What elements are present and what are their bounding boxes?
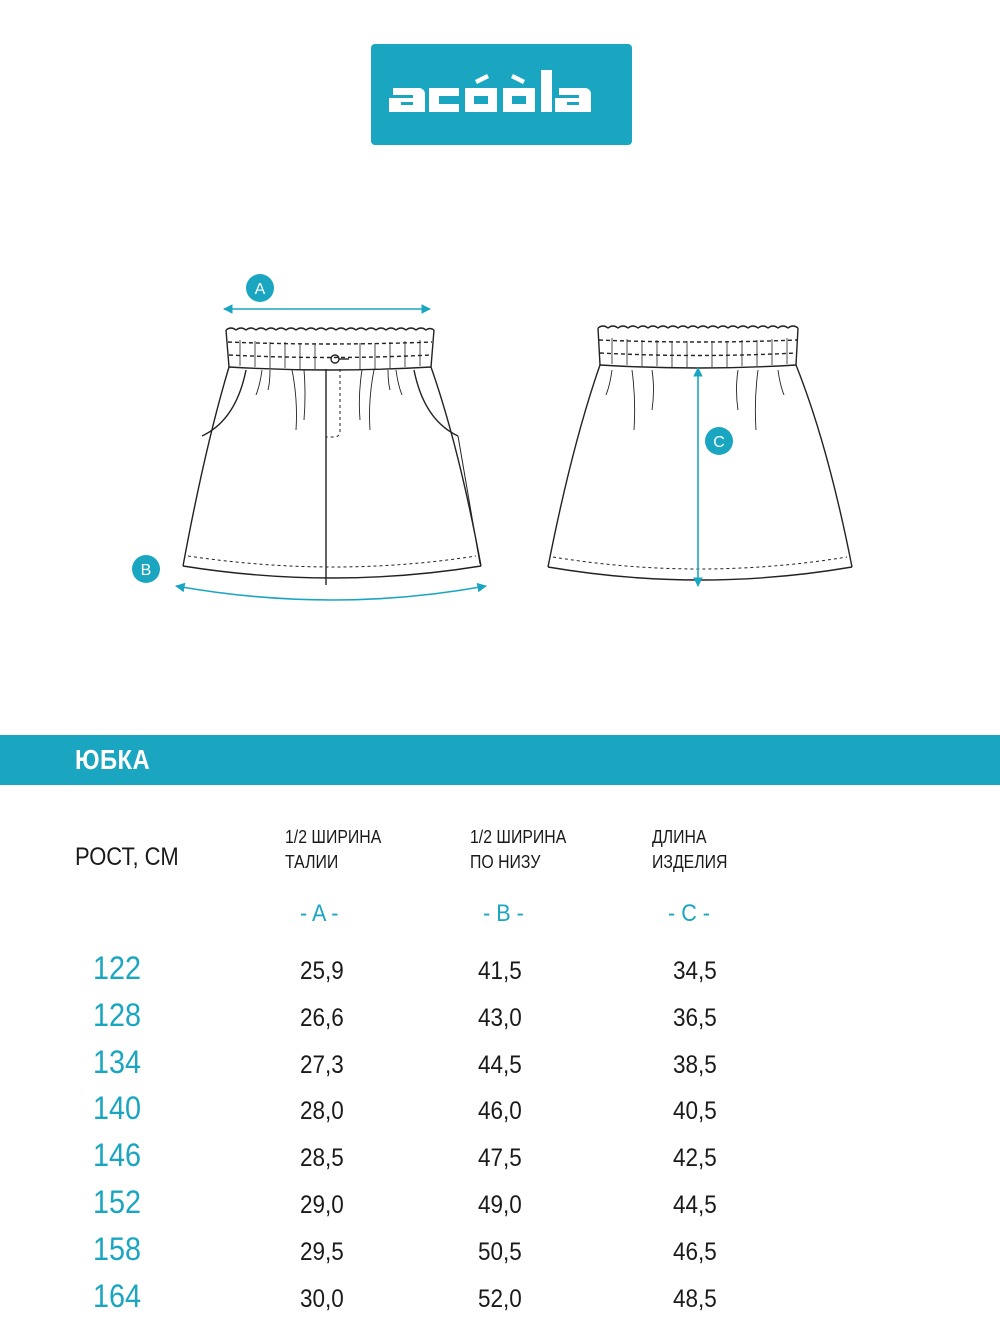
value-a-cell: 25,9 [300,957,344,985]
acoola-logo-icon [371,44,632,145]
value-a-cell: 30,0 [300,1284,344,1313]
value-b-cell: 46,0 [478,1097,522,1126]
marker-c: C [713,434,725,451]
value-c-cell: 42,5 [673,1144,717,1173]
height-cell: 128 [93,996,142,1033]
table-row [0,1044,1000,1091]
value-b-cell: 47,5 [478,1144,522,1173]
section-title: ЮБКА [75,744,151,775]
table-row [0,1184,1000,1231]
column-label-c: - C - [668,900,710,927]
skirt-front-view [183,328,481,585]
section-banner [0,735,1000,785]
value-a-cell: 29,0 [300,1190,344,1219]
value-b-cell: 50,5 [478,1237,522,1266]
height-cell: 140 [93,1090,142,1127]
size-table [0,950,1000,1324]
value-b-cell: 44,5 [478,1050,522,1079]
marker-a: A [254,281,266,298]
skirt-back-view [548,326,852,580]
value-a-cell: 27,3 [300,1050,344,1079]
column-label-b: - B - [483,900,524,927]
value-c-cell: 36,5 [673,1003,717,1032]
measure-c [698,368,733,586]
table-row [0,1278,1000,1325]
table-row [0,1090,1000,1137]
value-b-cell: 43,0 [478,1003,522,1032]
value-c-cell: 48,5 [673,1284,717,1313]
height-cell: 122 [93,950,142,986]
value-a-cell: 29,5 [300,1237,344,1266]
value-a-cell: 26,6 [300,1003,344,1032]
value-b-cell: 41,5 [478,957,522,985]
brand-logo [371,44,632,145]
measure-a [224,274,430,309]
value-c-cell: 44,5 [673,1190,717,1219]
marker-b: B [140,562,152,579]
height-cell: 152 [93,1183,142,1220]
length-header: ДЛИНА ИЗДЕЛИЯ [652,827,728,872]
table-row [0,950,1000,997]
height-cell: 158 [93,1230,142,1267]
height-column-header: РОСТ, СМ [75,843,179,871]
waist-width-header: 1/2 ШИРИНА ТАЛИИ [285,827,382,872]
height-cell: 134 [93,1043,142,1080]
value-c-cell: 38,5 [673,1050,717,1079]
table-row [0,1231,1000,1278]
value-b-cell: 52,0 [478,1284,522,1313]
value-c-cell: 40,5 [673,1097,717,1126]
value-a-cell: 28,5 [300,1144,344,1173]
value-c-cell: 34,5 [673,957,717,985]
table-row [0,1137,1000,1184]
value-a-cell: 28,0 [300,1097,344,1126]
height-cell: 146 [93,1137,142,1174]
skirt-diagram [0,250,1000,620]
height-cell: 164 [93,1277,142,1314]
hem-width-header: 1/2 ШИРИНА ПО НИЗУ [470,827,567,872]
table-row [0,997,1000,1044]
value-b-cell: 49,0 [478,1190,522,1219]
value-c-cell: 46,5 [673,1237,717,1266]
column-label-a: - A - [300,900,339,927]
